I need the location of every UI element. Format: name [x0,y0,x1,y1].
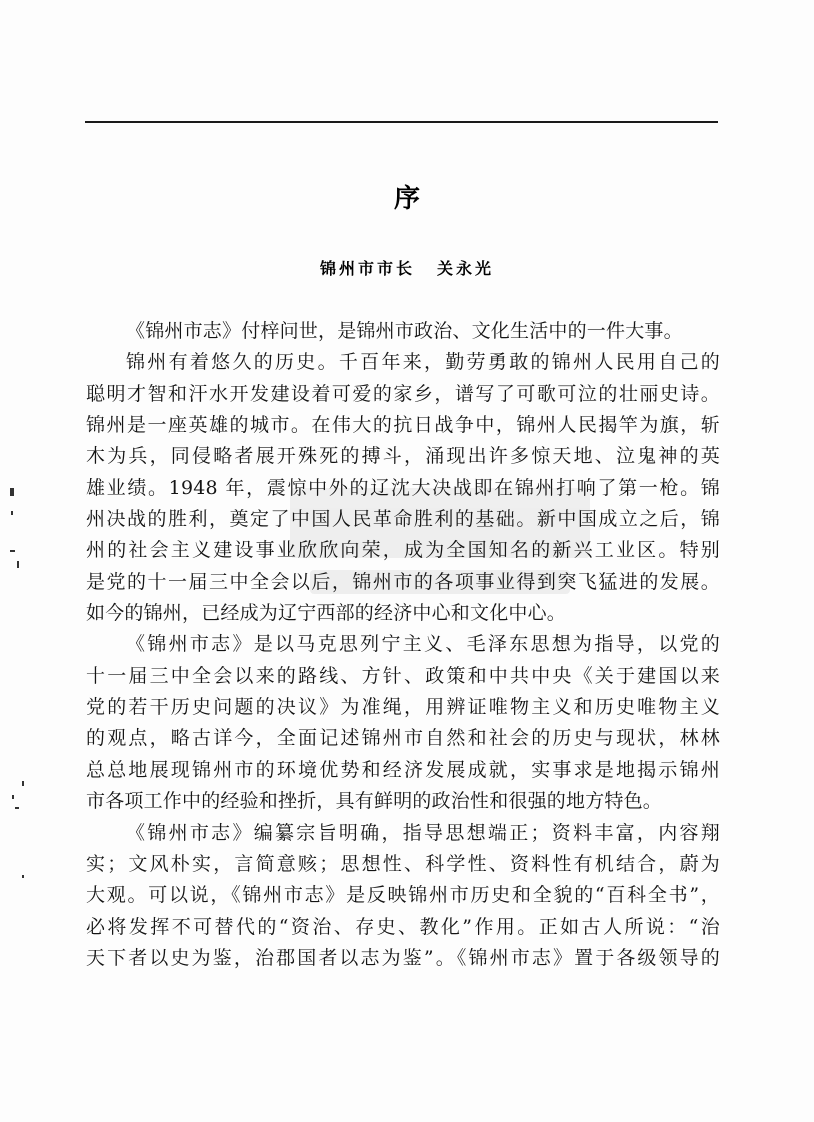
text-line: 雄业绩。1948 年，震惊中外的辽沈大决战即在锦州打响了第一枪。锦 [86,476,720,499]
text-line: 十一届三中全会以来的路线、方针、政策和中共中央《关于建国以来 [86,664,720,687]
text-line: 是党的十一届三中全会以后，锦州市的各项事业得到突飞猛进的发展。 [86,570,720,593]
text-line: 聪明才智和汗水开发建设着可爱的家乡，谱写了可歌可泣的壮丽史诗。 [86,382,720,405]
byline [0,256,814,279]
header-rule [85,121,718,123]
text-line: 锦州是一座英雄的城市。在伟大的抗日战争中，锦州人民揭竿为旗，斩 [86,414,720,437]
scan-artifact [12,795,14,799]
author-position: 锦州市市长 [319,259,415,278]
text-line: 锦州有着悠久的历史。千百年来，勤劳勇敢的锦州人民用自己的 [126,351,720,374]
text-line: 实；文风朴实，言简意赅；思想性、科学性、资料性有机结合，蔚为 [86,852,720,875]
text-line: 大观。可以说，《锦州市志》是反映锦州市历史和全貌的“百科全书”， [86,884,720,907]
scan-artifact [17,561,19,568]
text-line: 市各项工作中的经验和挫折，具有鲜明的政治性和很强的地方特色。 [86,790,663,813]
scan-artifact [22,781,24,786]
text-line: 必将发挥不可替代的“资治、存史、教化”作用。正如古人所说：“治 [86,915,720,938]
author-name: 关永光 [437,259,495,278]
text-line: 州的社会主义建设事业欣欣向荣，成为全国知名的新兴工业区。特别 [86,539,720,562]
scan-artifact [22,875,24,878]
text-line: 党的若干历史问题的决议》为准绳，用辨证唯物主义和历史唯物主义 [86,696,720,719]
text-line: 州决战的胜利，奠定了中国人民革命胜利的基础。新中国成立之后，锦 [86,508,720,531]
scan-artifact [11,511,13,515]
text-line: 天下者以史为鉴，治郡国者以志为鉴”。《锦州市志》置于各级领导的 [86,946,720,969]
text-line: 总总地展现锦州市的环境优势和经济发展成就，实事求是地揭示锦州 [86,758,720,781]
scan-artifact [15,807,19,809]
text-line: 《锦州市志》付梓问世，是锦州市政治、文化生活中的一件大事。 [126,320,683,342]
page-title: 序 [393,184,420,214]
text-line: 木为兵，同侵略者展开殊死的搏斗，涌现出许多惊天地、泣鬼神的英 [86,445,720,468]
text-line: 《锦州市志》是以马克思列宁主义、毛泽东思想为指导，以党的 [126,633,720,656]
text-line: 《锦州市志》编纂宗旨明确，指导思想端正；资料丰富，内容翔 [126,821,720,844]
scan-artifact [10,550,15,552]
text-line: 的观点，略古详今，全面记述锦州市自然和社会的历史与现状，林林 [86,727,720,750]
body-text [86,316,720,974]
text-line: 如今的锦州，已经成为辽宁西部的经济中心和文化中心。 [86,602,567,625]
scan-artifact [10,488,14,496]
